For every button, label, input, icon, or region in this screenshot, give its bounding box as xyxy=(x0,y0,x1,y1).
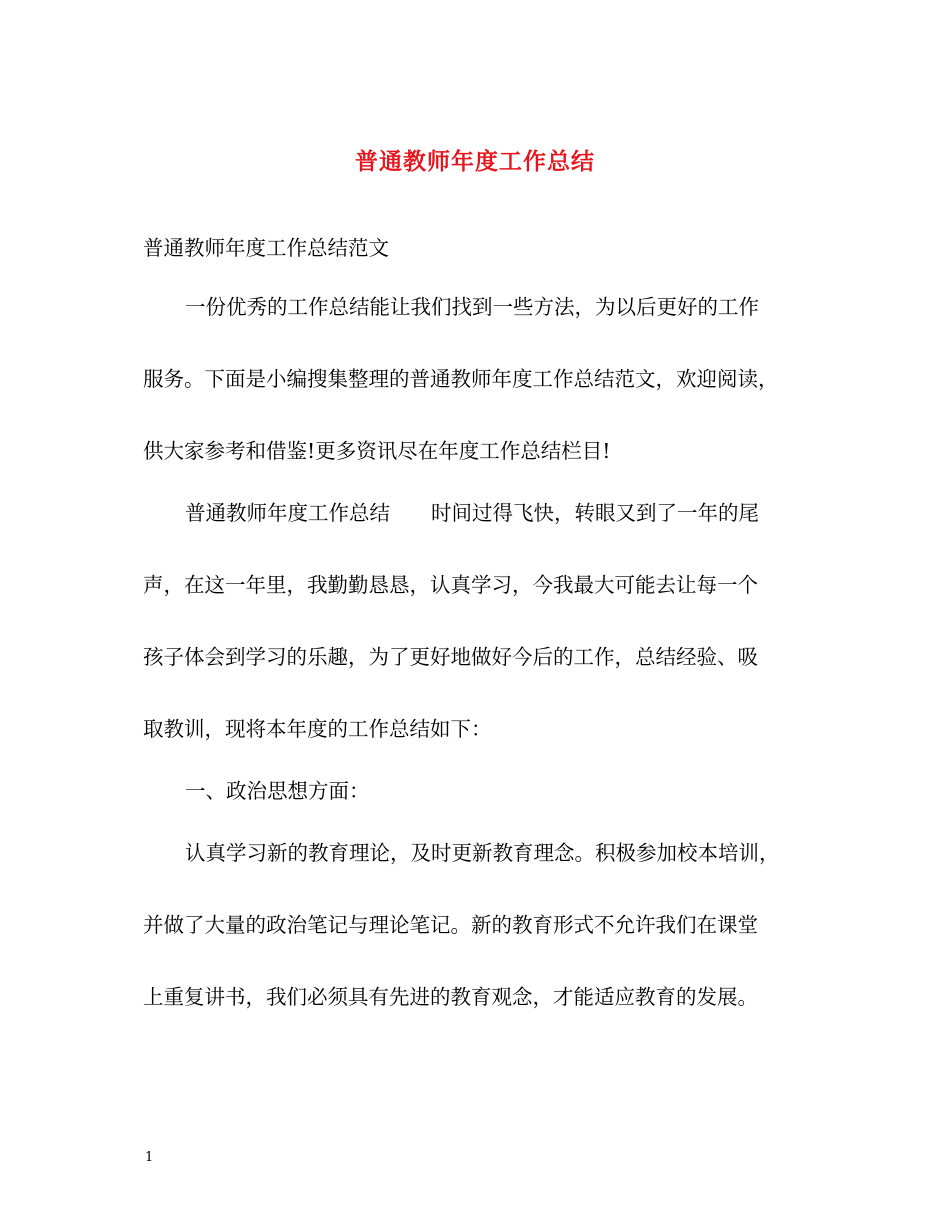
document-title: 普通教师年度工作总结 xyxy=(355,148,595,175)
paragraph-line: 取教训，现将本年度的工作总结如下： xyxy=(143,717,492,741)
document-subtitle: 普通教师年度工作总结范文 xyxy=(143,236,389,260)
page-number: 1 xyxy=(145,1150,154,1165)
paragraph-line: 上重复讲书，我们必须具有先进的教育观念，才能适应教育的发展。 xyxy=(143,985,758,1009)
paragraph-line: 声，在这一年里，我勤勤恳恳，认真学习，今我最大可能去让每一个 xyxy=(143,573,758,597)
paragraph-line: 普通教师年度工作总结 时间过得飞快，转眼又到了一年的尾 xyxy=(185,501,759,525)
paragraph-line: 一份优秀的工作总结能让我们找到一些方法，为以后更好的工作 xyxy=(185,295,759,319)
section-heading: 一、政治思想方面： xyxy=(185,779,370,803)
paragraph-line: 供大家参考和借鉴!更多资讯尽在年度工作总结栏目! xyxy=(143,439,611,463)
paragraph-line: 孩子体会到学习的乐趣，为了更好地做好今后的工作，总结经验、吸 xyxy=(143,645,758,669)
paragraph-line: 并做了大量的政治笔记与理论笔记。新的教育形式不允许我们在课堂 xyxy=(143,913,758,937)
paragraph-line: 服务。下面是小编搜集整理的普通教师年度工作总结范文，欢迎阅读， xyxy=(143,367,779,391)
paragraph-line: 认真学习新的教育理论，及时更新教育理念。积极参加校本培训， xyxy=(185,841,780,865)
